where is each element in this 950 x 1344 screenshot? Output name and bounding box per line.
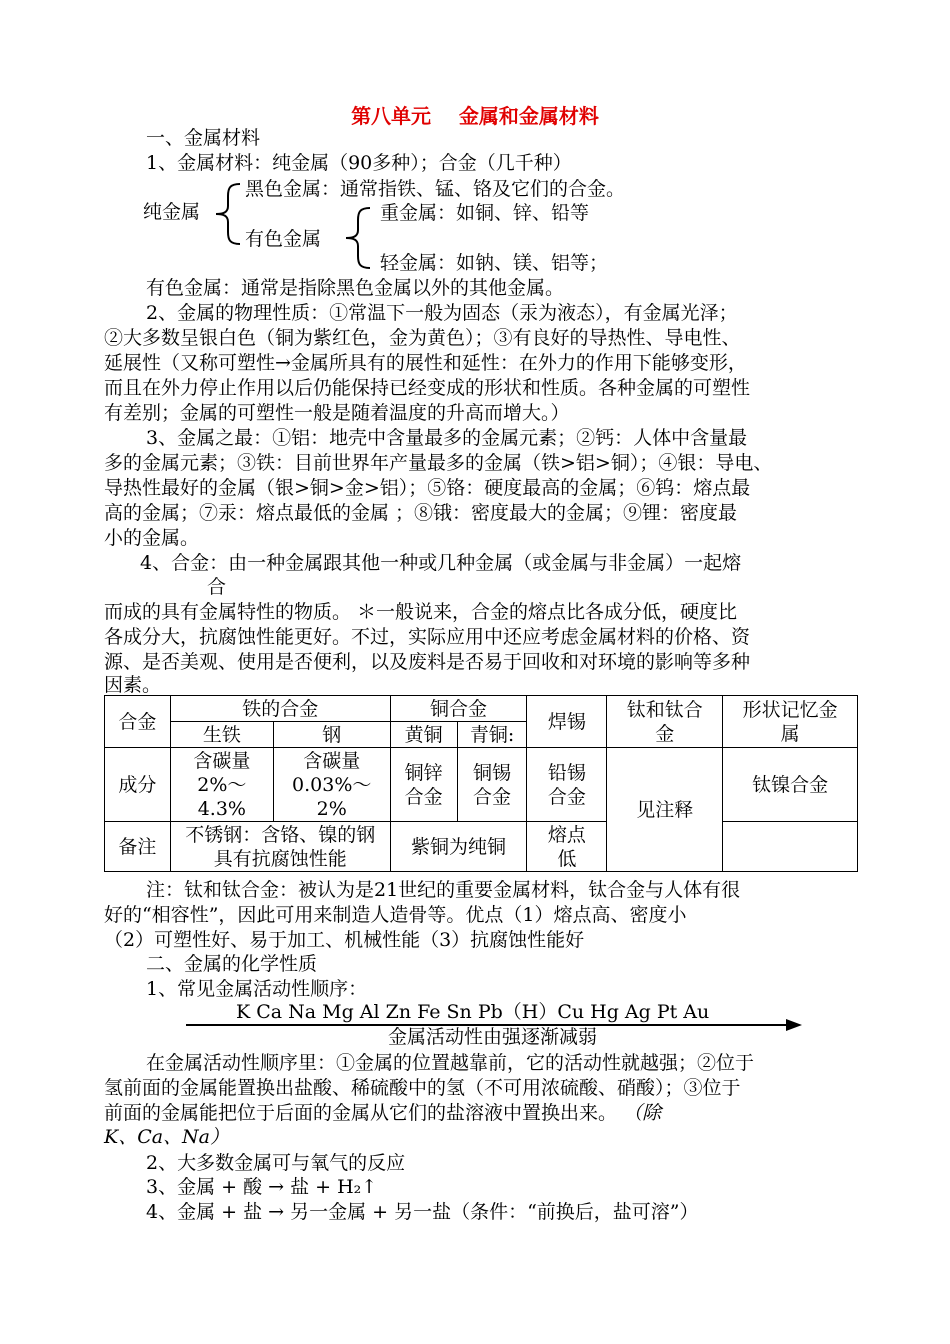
physical-properties-line: 而且在外力停止作用以后仍能保持已经变成的形状和性质。各种金属的可塑性: [104, 377, 751, 399]
activity-rule-line: [104, 1101, 661, 1125]
oxygen-reaction-line: 2、大多数金属可与氧气的反应: [146, 1152, 406, 1174]
tree-heavy-metal: 重金属：如铜、锌、铅等: [380, 202, 590, 224]
section1-heading: 一、金属材料: [146, 127, 261, 149]
table-header-shape-memory: 形状记忆金属: [723, 696, 858, 748]
arrow-right-icon: [786, 1019, 802, 1031]
metal-records-line: 小的金属。: [104, 527, 200, 549]
alloy-definition-line: 4、合金：由一种金属跟其他一种或几种金属（或金属与非金属）一起熔: [140, 552, 742, 574]
activity-rule-exception-cont: K、Ca、Na）: [104, 1126, 230, 1148]
table-header-iron-alloy: 铁的合金: [170, 696, 390, 722]
metal-records-line: 3、金属之最：①铝：地壳中含量最多的金属元素；②钙：人体中含量最: [146, 427, 748, 449]
activity-rule-exception: （除: [623, 1102, 662, 1124]
section2-heading: 二、金属的化学性质: [146, 953, 318, 975]
titanium-note-line: 好的“相容性”，因此可用来制造人造骨等。优点（1）熔点高、密度小: [104, 904, 687, 926]
table-header-copper-alloy: 铜合金: [390, 696, 527, 722]
table-subheader-pig-iron: 生铁: [170, 722, 273, 748]
table-subheader-brass: 黄铜: [390, 722, 457, 748]
physical-properties-line: 有差别；金属的可塑性一般是随着温度的升高而增大。）: [104, 402, 570, 424]
table-cell-titanium-see-note: 见注释: [607, 748, 723, 872]
physical-properties-line: 2、金属的物理性质：①常温下一般为固态（汞为液态），有金属光泽；: [146, 302, 738, 324]
left-brace-icon: [210, 180, 250, 248]
metal-records-line: 多的金属元素；③铁：目前世界年产量最多的金属（铁>铝>铜）；④银：导电、: [104, 452, 773, 474]
activity-series-caption: 金属活动性由强逐渐减弱: [388, 1026, 598, 1048]
table-cell-solder-composition: 铅锡合金: [527, 748, 607, 822]
table-row-label-composition: 成分: [105, 748, 171, 822]
table-cell-copper-remarks: 紫铜为纯铜: [390, 822, 527, 872]
titanium-note-line: （2）可塑性好、易于加工、机械性能（3）抗腐蚀性能好: [104, 929, 585, 951]
table-subheader-bronze: 青铜:: [457, 722, 527, 748]
alloy-definition-line: 而成的具有金属特性的物质。 ＊一般说来，合金的熔点比各成分低，硬度比: [104, 601, 738, 623]
alloy-definition-line: 合: [207, 576, 227, 598]
table-header-alloy: 合金: [105, 696, 171, 748]
table-cell-solder-remarks: 熔点低: [527, 822, 607, 872]
activity-series-intro: 1、常见金属活动性顺序：: [146, 978, 368, 1000]
acid-reaction-line: 3、金属 + 酸 → 盐 + H₂↑: [146, 1176, 378, 1198]
page-title: 第八单元 金属和金属材料: [351, 104, 599, 128]
paragraph-metal-materials: 1、金属材料：纯金属（90多种）；合金（几千种）: [146, 152, 572, 174]
left-brace-icon: [340, 204, 380, 272]
metal-records-line: 导热性最好的金属（银>铜>金>铝）；⑤铬：硬度最高的金属；⑥钨：熔点最: [104, 477, 751, 499]
colored-metal-note: 有色金属：通常是指除黑色金属以外的其他金属。: [146, 277, 565, 299]
activity-rule-line: 氢前面的金属能置换出盐酸、稀硫酸中的氢（不可用浓硫酸、硝酸）；③位于: [104, 1077, 741, 1099]
activity-rule-text: 前面的金属能把位于后面的金属从它们的盐溶液中置换出来。: [104, 1102, 618, 1124]
table-header-titanium: 钛和钛合金: [607, 696, 723, 748]
table-cell-shape-memory-composition: 钛镍合金: [723, 748, 858, 822]
tree-black-metal: 黑色金属：通常指铁、锰、铬及它们的合金。: [245, 178, 626, 200]
alloy-table: [104, 695, 858, 872]
metal-records-line: 高的金属；⑦汞：熔点最低的金属 ；⑧锇：密度最大的金属；⑨锂：密度最: [104, 502, 738, 524]
alloy-definition-line: 因素。: [104, 674, 162, 696]
salt-reaction-line: 4、金属 + 盐 → 另一金属 + 另一盐（条件：“前换后，盐可溶”）: [146, 1201, 699, 1223]
physical-properties-line: 延展性（又称可塑性→金属所具有的展性和延性：在外力的作用下能够变形，: [104, 352, 747, 374]
table-cell-steel-composition: 含碳量0.03%～2%: [273, 748, 390, 822]
tree-root-pure-metal: 纯金属: [143, 201, 201, 223]
activity-rule-line: 在金属活动性顺序里：①金属的位置越靠前，它的活动性就越强；②位于: [146, 1052, 755, 1074]
table-cell-shape-memory-remarks: [723, 822, 858, 872]
table-cell-iron-remarks: 不锈钢：含铬、镍的钢具有抗腐蚀性能: [170, 822, 390, 872]
tree-colored-metal: 有色金属: [245, 228, 322, 250]
physical-properties-line: ②大多数呈银白色（铜为紫红色，金为黄色）；③有良好的导热性、导电性、: [104, 327, 741, 349]
table-header-solder: 焊锡: [527, 696, 607, 748]
activity-series: K Ca Na Mg Al Zn Fe Sn Pb（H）Cu Hg Ag Pt Au: [236, 1001, 710, 1023]
alloy-definition-line: 各成分大，抗腐蚀性能更好。不过，实际应用中还应考虑金属材料的价格、资: [104, 626, 751, 648]
table-cell-bronze-composition: 铜锡合金: [457, 748, 527, 822]
table-row-label-remarks: 备注: [105, 822, 171, 872]
alloy-definition-line: 源、是否美观、使用是否便利，以及废料是否易于回收和对环境的影响等多种: [104, 651, 751, 673]
tree-light-metal: 轻金属：如钠、镁、铝等；: [380, 252, 609, 274]
table-cell-brass-composition: 铜锌合金: [390, 748, 457, 822]
titanium-note-line: 注：钛和钛合金：被认为是21世纪的重要金属材料，钛合金与人体有很: [146, 879, 741, 901]
table-subheader-steel: 钢: [273, 722, 390, 748]
table-cell-pig-iron-composition: 含碳量2%～4.3%: [170, 748, 273, 822]
